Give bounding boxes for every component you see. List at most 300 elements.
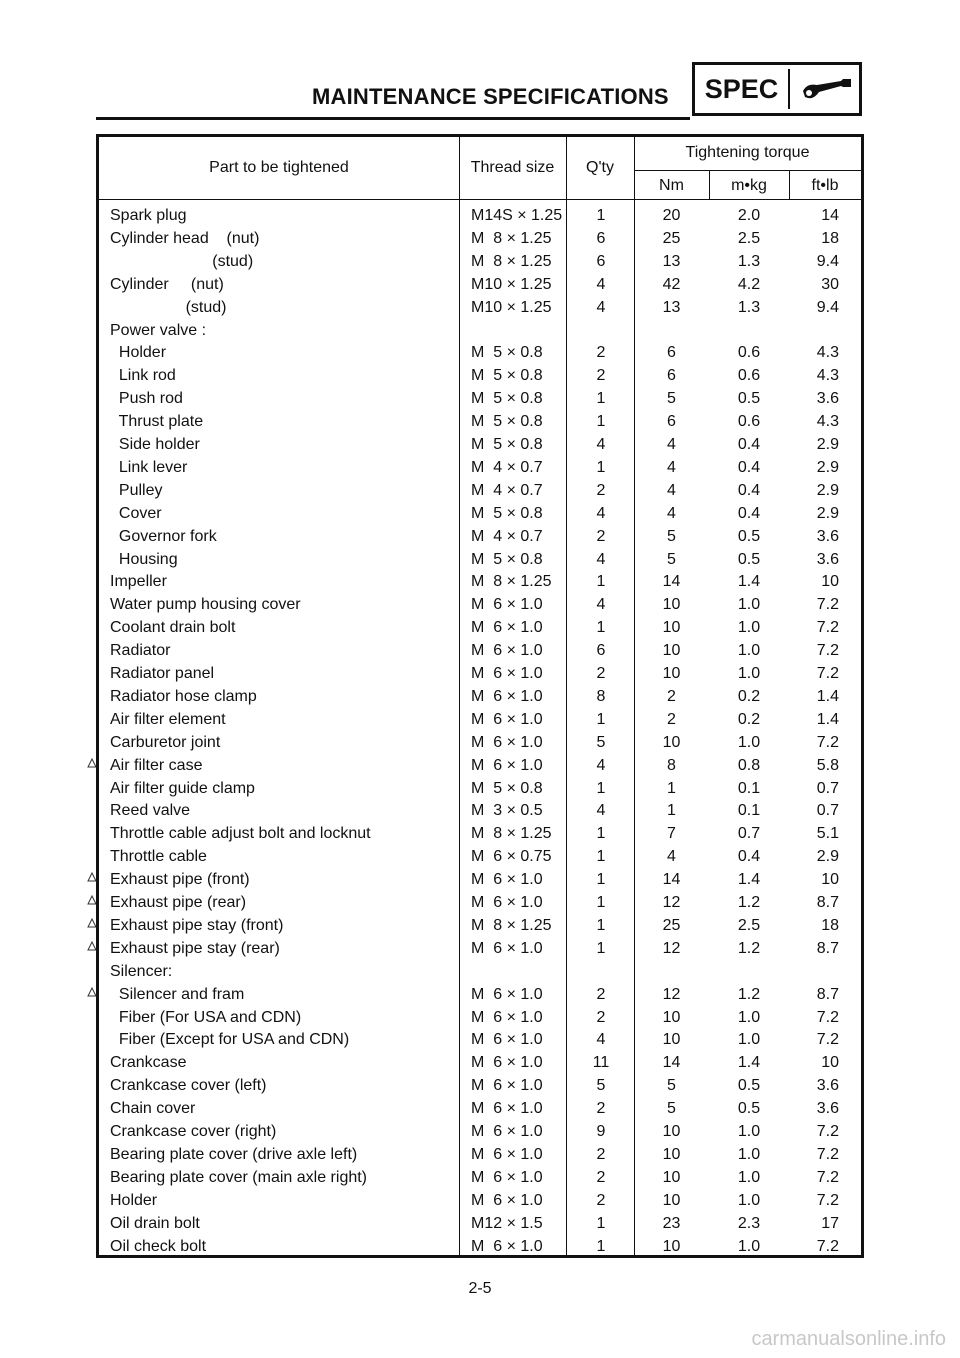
cell-thread: M 6 × 1.0 — [471, 733, 543, 751]
cell-thread: M 5 × 0.8 — [471, 436, 543, 453]
cell-thread: M 8 × 1.25 — [471, 573, 552, 591]
cell-mkg: 1.0 — [737, 1191, 761, 1209]
cell-thread: M 6 × 1.0 — [471, 596, 543, 614]
cell-nm: 10 — [662, 733, 681, 751]
table-row — [99, 341, 861, 364]
table-row — [99, 227, 861, 250]
cell-qty: 2 — [596, 527, 606, 545]
cell-thread: M 6 × 1.0 — [471, 939, 543, 957]
cell-mkg: 0.5 — [737, 390, 761, 408]
cell-part: Silencer: — [110, 962, 173, 980]
watermark: carmanualsonline.info — [751, 1328, 946, 1350]
cell-mkg: 0.4 — [737, 481, 761, 499]
cell-thread: M 6 × 1.0 — [471, 985, 543, 1003]
cell-mkg: 0.1 — [737, 779, 761, 797]
cell-qty: 1 — [596, 916, 606, 934]
triangle-mark-icon — [86, 888, 98, 911]
cell-qty: 4 — [596, 298, 606, 316]
cell-mkg: 1.0 — [737, 733, 761, 751]
cell-nm: 6 — [667, 413, 676, 431]
cell-thread: M 6 × 1.0 — [471, 619, 543, 637]
cell-part: Fiber (Except for USA and CDN) — [110, 1031, 350, 1049]
cell-part: Crankcase — [110, 1054, 187, 1072]
cell-nm: 5 — [667, 527, 676, 545]
table-row — [99, 1097, 861, 1120]
cell-thread: M10 × 1.25 — [471, 275, 552, 293]
header-thread: Thread size — [470, 159, 555, 176]
cell-thread: M 6 × 1.0 — [471, 871, 543, 889]
cell-part: Cylinder head (nut) — [110, 229, 260, 247]
cell-mkg: 0.4 — [737, 848, 761, 866]
cell-ftlb: 18 — [821, 916, 839, 934]
cell-part: Exhaust pipe (rear) — [110, 894, 247, 911]
cell-nm: 25 — [662, 916, 681, 934]
cell-mkg: 1.0 — [737, 1031, 761, 1049]
cell-thread: M 5 × 0.8 — [471, 779, 543, 797]
table-row — [99, 914, 861, 937]
cell-nm: 2 — [667, 687, 676, 705]
cell-thread: M 4 × 0.7 — [471, 527, 543, 545]
cell-mkg: 2.5 — [737, 229, 761, 247]
cell-mkg: 1.0 — [737, 1123, 761, 1140]
cell-thread: M 5 × 0.8 — [471, 390, 543, 408]
table-row — [99, 937, 861, 960]
cell-ftlb: 2.9 — [816, 504, 839, 522]
cell-mkg: 0.6 — [737, 413, 761, 431]
table-row — [99, 1143, 861, 1166]
cell-ftlb: 8.7 — [816, 894, 839, 911]
cell-thread: M 6 × 0.75 — [471, 848, 552, 866]
cell-qty: 2 — [596, 367, 606, 385]
cell-qty: 1 — [596, 413, 606, 431]
cell-part: Radiator hose clamp — [110, 687, 257, 705]
cell-part: Fiber (For USA and CDN) — [110, 1008, 302, 1026]
table-row — [99, 639, 861, 662]
cell-nm: 20 — [662, 207, 681, 224]
cell-qty: 9 — [596, 1123, 606, 1140]
cell-qty: 1 — [596, 825, 606, 843]
cell-nm: 8 — [667, 756, 676, 774]
cell-ftlb: 1.4 — [816, 687, 839, 705]
cell-ftlb: 9.4 — [816, 298, 839, 316]
cell-mkg: 0.5 — [737, 1100, 761, 1118]
cell-thread: M 6 × 1.0 — [471, 1237, 543, 1255]
cell-ftlb: 7.2 — [816, 1145, 839, 1163]
cell-mkg: 1.0 — [737, 1008, 761, 1026]
table-row — [99, 548, 861, 571]
table-row — [99, 456, 861, 479]
cell-ftlb: 5.8 — [816, 756, 839, 774]
cell-part: Silencer and fram — [110, 985, 245, 1003]
cell-part: Spark plug — [110, 207, 187, 224]
cell-qty: 4 — [596, 504, 606, 522]
cell-part: Air filter case — [110, 756, 203, 774]
table-row — [99, 479, 861, 502]
cell-part: Power valve : — [110, 321, 207, 339]
cell-part: Cylinder (nut) — [110, 275, 224, 293]
triangle-mark-icon — [86, 751, 98, 774]
cell-ftlb: 2.9 — [816, 848, 839, 866]
cell-part: Link lever — [110, 458, 188, 476]
cell-thread: M 6 × 1.0 — [471, 1100, 543, 1118]
table-row — [99, 1166, 861, 1189]
cell-ftlb: 2.9 — [816, 458, 839, 476]
cell-mkg: 1.0 — [737, 1145, 761, 1163]
cell-mkg: 0.4 — [737, 458, 761, 476]
cell-qty: 1 — [596, 939, 606, 957]
cell-thread: M 4 × 0.7 — [471, 458, 543, 476]
cell-nm: 5 — [667, 550, 676, 568]
cell-mkg: 1.0 — [737, 1237, 761, 1255]
cell-thread: M 6 × 1.0 — [471, 687, 543, 705]
table-row — [99, 983, 861, 1006]
cell-nm: 5 — [667, 1077, 676, 1095]
table-row — [99, 319, 861, 342]
cell-mkg: 0.2 — [737, 710, 761, 728]
cell-qty: 1 — [596, 779, 606, 797]
table-row — [99, 410, 861, 433]
cell-nm: 6 — [667, 367, 676, 385]
cell-mkg: 4.2 — [737, 275, 761, 293]
cell-mkg: 0.2 — [737, 687, 761, 705]
cell-mkg: 1.0 — [737, 1168, 761, 1186]
cell-ftlb: 17 — [821, 1214, 839, 1232]
cell-ftlb: 8.7 — [816, 939, 839, 957]
table-row — [99, 685, 861, 708]
cell-ftlb: 7.2 — [816, 665, 839, 682]
cell-part: Throttle cable adjust bolt and locknut — [110, 825, 371, 843]
cell-thread: M 5 × 0.8 — [471, 344, 543, 362]
table-row — [99, 204, 861, 227]
cell-ftlb: 8.7 — [816, 985, 839, 1003]
cell-qty: 6 — [596, 229, 606, 247]
cell-mkg: 0.5 — [737, 550, 761, 568]
cell-ftlb: 4.3 — [816, 367, 839, 385]
cell-nm: 10 — [662, 1191, 681, 1209]
cell-mkg: 1.4 — [737, 573, 761, 591]
triangle-mark-icon — [86, 934, 98, 957]
cell-thread: M 6 × 1.0 — [471, 665, 543, 682]
cell-ftlb: 7.2 — [816, 1123, 839, 1140]
cell-mkg: 2.0 — [737, 207, 761, 224]
cell-ftlb: 7.2 — [816, 1008, 839, 1026]
cell-nm: 14 — [662, 871, 681, 889]
table-row — [99, 868, 861, 891]
cell-nm: 10 — [662, 1123, 681, 1140]
cell-ftlb: 10 — [821, 1054, 839, 1072]
cell-qty: 2 — [596, 1168, 606, 1186]
cell-mkg: 1.0 — [737, 665, 761, 682]
cell-thread: M 8 × 1.25 — [471, 916, 552, 934]
cell-nm: 1 — [667, 802, 676, 820]
cell-ftlb: 3.6 — [816, 550, 839, 568]
cell-ftlb: 9.4 — [816, 252, 839, 270]
table-row — [99, 525, 861, 548]
cell-mkg: 1.3 — [737, 298, 761, 316]
cell-mkg: 1.0 — [737, 619, 761, 637]
cell-part: Side holder — [110, 436, 200, 453]
table-row — [99, 1189, 861, 1212]
cell-nm: 10 — [662, 642, 681, 660]
cell-ftlb: 7.2 — [816, 1168, 839, 1186]
cell-part: (stud) — [110, 252, 254, 270]
cell-thread: M 8 × 1.25 — [471, 229, 552, 247]
cell-part: Governor fork — [110, 527, 217, 545]
cell-mkg: 2.5 — [737, 916, 761, 934]
table-row — [99, 616, 861, 639]
cell-ftlb: 7.2 — [816, 733, 839, 751]
cell-thread: M 6 × 1.0 — [471, 642, 543, 660]
cell-qty: 1 — [596, 871, 606, 889]
cell-thread: M 5 × 0.8 — [471, 550, 543, 568]
table-row — [99, 1028, 861, 1051]
cell-part: Push rod — [110, 390, 183, 408]
cell-ftlb: 4.3 — [816, 344, 839, 362]
cell-nm: 10 — [662, 1008, 681, 1026]
cell-thread: M 6 × 1.0 — [471, 1123, 543, 1140]
cell-ftlb: 7.2 — [816, 642, 839, 660]
cell-qty: 11 — [592, 1054, 610, 1072]
table-row — [99, 1006, 861, 1029]
cell-nm: 13 — [662, 298, 681, 316]
cell-part: Coolant drain bolt — [110, 619, 236, 637]
table-row — [99, 593, 861, 616]
cell-part: Oil drain bolt — [110, 1214, 200, 1232]
cell-thread: M 6 × 1.0 — [471, 1145, 543, 1163]
triangle-mark-icon — [86, 980, 98, 1003]
cell-thread: M 6 × 1.0 — [471, 1191, 543, 1209]
cell-qty: 2 — [596, 1145, 606, 1163]
cell-thread: M 3 × 0.5 — [471, 802, 543, 820]
table-row — [99, 754, 861, 777]
cell-thread: M 6 × 1.0 — [471, 756, 543, 774]
cell-qty: 2 — [596, 1008, 606, 1026]
cell-nm: 5 — [667, 390, 676, 408]
cell-ftlb: 7.2 — [816, 1031, 839, 1049]
cell-nm: 13 — [662, 252, 681, 270]
page-number: 2-5 — [468, 1280, 492, 1297]
cell-mkg: 0.7 — [737, 825, 761, 843]
cell-qty: 1 — [596, 1214, 606, 1232]
cell-nm: 4 — [667, 481, 676, 499]
cell-thread: M 6 × 1.0 — [471, 1168, 543, 1186]
cell-ftlb: 30 — [821, 275, 839, 293]
cell-thread: M 6 × 1.0 — [471, 1054, 543, 1072]
cell-qty: 4 — [596, 550, 606, 568]
cell-qty: 1 — [596, 458, 606, 476]
table-row — [99, 433, 861, 456]
cell-part: (stud) — [110, 298, 227, 316]
cell-mkg: 1.0 — [737, 642, 761, 660]
cell-nm: 25 — [662, 229, 681, 247]
table-row — [99, 1051, 861, 1074]
table-row — [99, 1235, 861, 1258]
table-row — [99, 662, 861, 685]
cell-mkg: 0.1 — [737, 802, 761, 820]
cell-qty: 1 — [596, 390, 606, 408]
header-subdivider — [634, 170, 861, 171]
cell-part: Crankcase cover (left) — [110, 1077, 267, 1095]
triangle-mark-icon — [86, 911, 98, 934]
cell-ftlb: 10 — [821, 871, 839, 889]
cell-ftlb: 3.6 — [816, 390, 839, 408]
cell-nm: 1 — [667, 779, 676, 797]
cell-ftlb: 1.4 — [816, 710, 839, 728]
header-qty: Q'ty — [586, 159, 614, 176]
cell-qty: 2 — [596, 665, 606, 682]
cell-nm: 10 — [662, 596, 681, 614]
cell-mkg: 0.6 — [737, 344, 761, 362]
cell-qty: 2 — [596, 344, 606, 362]
cell-qty: 4 — [596, 1031, 606, 1049]
cell-qty: 5 — [596, 733, 606, 751]
cell-mkg: 0.5 — [737, 1077, 761, 1095]
cell-mkg: 0.6 — [737, 367, 761, 385]
table-row — [99, 731, 861, 754]
cell-part: Exhaust pipe (front) — [110, 871, 250, 889]
cell-qty: 2 — [596, 1191, 606, 1209]
table-row — [99, 1120, 861, 1143]
torque-table — [96, 134, 864, 1258]
cell-qty: 4 — [596, 275, 606, 293]
cell-thread: M 5 × 0.8 — [471, 504, 543, 522]
table-row — [99, 845, 861, 868]
cell-mkg: 1.3 — [737, 252, 761, 270]
cell-mkg: 1.0 — [737, 596, 761, 614]
cell-part: Crankcase cover (right) — [110, 1123, 277, 1140]
cell-ftlb: 3.6 — [816, 1100, 839, 1118]
cell-part: Bearing plate cover (main axle right) — [110, 1168, 368, 1186]
table-row — [99, 822, 861, 845]
cell-qty: 2 — [596, 1100, 606, 1118]
cell-nm: 10 — [662, 619, 681, 637]
table-row — [99, 708, 861, 731]
table-row — [99, 777, 861, 800]
cell-thread: M 6 × 1.0 — [471, 1008, 543, 1026]
cell-ftlb: 18 — [821, 229, 839, 247]
cell-nm: 5 — [667, 1100, 676, 1118]
cell-ftlb: 4.3 — [816, 413, 839, 431]
cell-mkg: 1.2 — [737, 894, 761, 911]
table-row — [99, 960, 861, 983]
cell-nm: 10 — [662, 665, 681, 682]
cell-part: Impeller — [110, 573, 167, 591]
cell-nm: 4 — [667, 504, 676, 522]
cell-nm: 14 — [662, 1054, 681, 1072]
cell-qty: 4 — [596, 756, 606, 774]
header-nm: Nm — [659, 177, 684, 194]
cell-thread: M 5 × 0.8 — [471, 367, 543, 385]
cell-ftlb: 7.2 — [816, 619, 839, 637]
cell-ftlb: 7.2 — [816, 1191, 839, 1209]
cell-ftlb: 14 — [821, 207, 839, 224]
cell-mkg: 0.5 — [737, 527, 761, 545]
cell-nm: 10 — [662, 1145, 681, 1163]
cell-part: Carburetor joint — [110, 733, 221, 751]
cell-qty: 6 — [596, 252, 606, 270]
cell-qty: 1 — [596, 894, 606, 911]
cell-mkg: 0.8 — [737, 756, 761, 774]
cell-mkg: 0.4 — [737, 504, 761, 522]
cell-thread: M10 × 1.25 — [471, 298, 552, 316]
table-row — [99, 250, 861, 273]
cell-nm: 42 — [662, 275, 681, 293]
cell-qty: 2 — [596, 481, 606, 499]
table-row — [99, 296, 861, 319]
cell-ftlb: 0.7 — [816, 779, 839, 797]
cell-ftlb: 10 — [821, 573, 839, 591]
cell-nm: 4 — [667, 436, 676, 453]
cell-part: Air filter guide clamp — [110, 779, 255, 797]
cell-part: Radiator — [110, 642, 171, 660]
table-row — [99, 387, 861, 410]
cell-part: Cover — [110, 504, 162, 522]
cell-qty: 1 — [596, 848, 606, 866]
table-row — [99, 1212, 861, 1235]
cell-thread: M 6 × 1.0 — [471, 1077, 543, 1095]
cell-qty: 5 — [596, 1077, 606, 1095]
cell-qty: 1 — [596, 573, 606, 591]
cell-mkg: 1.4 — [737, 871, 761, 889]
cell-part: Bearing plate cover (drive axle left) — [110, 1145, 358, 1163]
table-row — [99, 570, 861, 593]
cell-ftlb: 5.1 — [816, 825, 839, 843]
cell-thread: M 8 × 1.25 — [471, 252, 552, 270]
spec-badge-label: SPEC — [704, 74, 779, 104]
cell-nm: 12 — [662, 894, 681, 911]
cell-nm: 4 — [667, 458, 676, 476]
cell-qty: 8 — [596, 687, 606, 705]
cell-part: Water pump housing cover — [110, 596, 301, 614]
cell-nm: 10 — [662, 1031, 681, 1049]
cell-qty: 4 — [596, 596, 606, 614]
cell-qty: 4 — [596, 802, 606, 820]
cell-nm: 7 — [667, 825, 676, 843]
cell-thread: M 8 × 1.25 — [471, 825, 552, 843]
cell-qty: 1 — [596, 1237, 606, 1255]
cell-ftlb: 2.9 — [816, 436, 839, 453]
cell-ftlb: 7.2 — [816, 1237, 839, 1255]
table-row — [99, 891, 861, 914]
cell-nm: 14 — [662, 573, 681, 591]
cell-part: Link rod — [110, 367, 176, 385]
cell-part: Thrust plate — [110, 413, 204, 431]
cell-thread: M 4 × 0.7 — [471, 481, 543, 499]
triangle-mark-icon — [86, 865, 98, 888]
cell-part: Exhaust pipe stay (front) — [110, 916, 284, 934]
cell-thread: M 5 × 0.8 — [471, 413, 543, 431]
cell-part: Holder — [110, 344, 167, 362]
cell-nm: 10 — [662, 1168, 681, 1186]
cell-thread: M 6 × 1.0 — [471, 894, 543, 911]
cell-qty: 2 — [596, 985, 606, 1003]
header-ftlb: ft•lb — [811, 177, 839, 194]
header-mkg: m•kg — [731, 177, 767, 194]
cell-qty: 6 — [596, 642, 606, 660]
cell-qty: 1 — [596, 710, 606, 728]
cell-nm: 12 — [662, 985, 681, 1003]
wrench-icon — [797, 73, 855, 105]
cell-thread: M14S × 1.25 — [471, 207, 563, 224]
cell-nm: 12 — [662, 939, 681, 957]
cell-part: Oil check bolt — [110, 1237, 207, 1255]
cell-ftlb: 2.9 — [816, 481, 839, 499]
header-torque: Tightening torque — [685, 144, 810, 161]
header-bottom-rule — [99, 199, 861, 200]
cell-mkg: 1.4 — [737, 1054, 761, 1072]
table-row — [99, 364, 861, 387]
cell-ftlb: 0.7 — [816, 802, 839, 820]
